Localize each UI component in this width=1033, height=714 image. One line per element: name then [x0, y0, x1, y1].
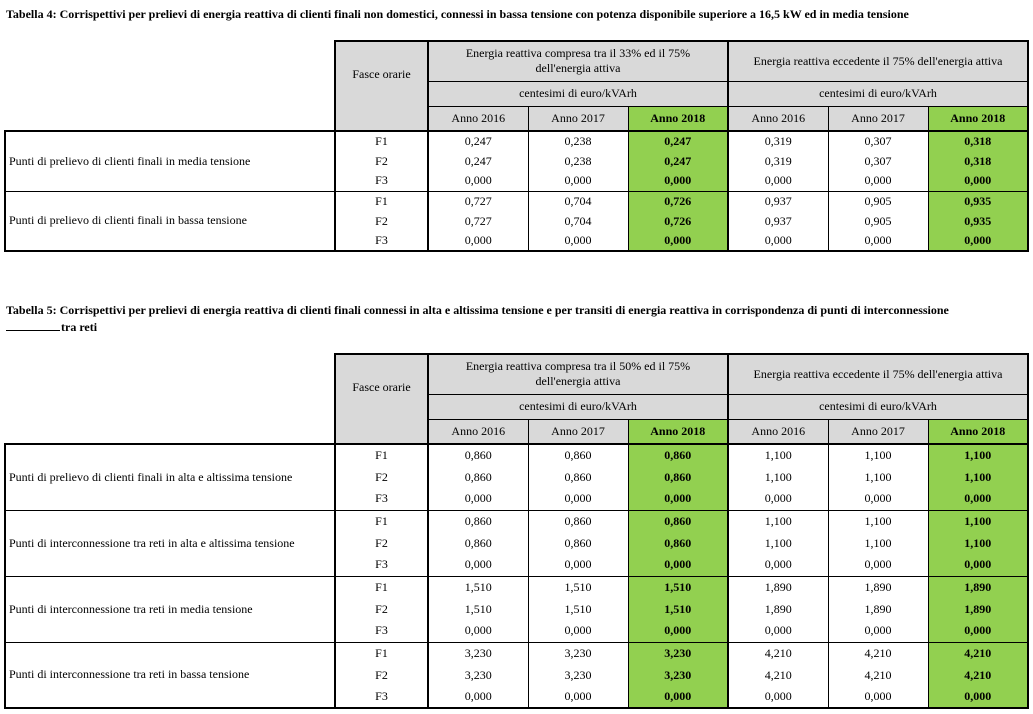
value-cell: 0,000	[828, 231, 928, 251]
value-cell: 0,935	[928, 191, 1028, 211]
value-cell: 0,726	[628, 211, 728, 231]
value-cell: 0,860	[428, 510, 528, 532]
year-header-anno-2016: Anno 2016	[428, 106, 528, 131]
value-cell: 0,726	[628, 191, 728, 211]
value-cell: 0,000	[828, 488, 928, 510]
fascia-cell: F2	[335, 664, 428, 686]
value-cell: 0,860	[528, 466, 628, 488]
value-cell: 1,510	[528, 598, 628, 620]
value-cell: 1,100	[928, 444, 1028, 466]
value-cell: 1,100	[728, 444, 828, 466]
value-cell: 0,000	[828, 171, 928, 191]
value-cell: 3,230	[528, 664, 628, 686]
value-cell: 0,860	[528, 532, 628, 554]
fascia-cell: F3	[335, 231, 428, 251]
value-cell: 0,860	[428, 466, 528, 488]
value-cell: 0,000	[928, 171, 1028, 191]
value-cell: 0,000	[428, 554, 528, 576]
value-cell: 1,510	[428, 576, 528, 598]
value-cell: 0,247	[628, 151, 728, 171]
value-cell: 0,905	[828, 211, 928, 231]
value-cell: 1,100	[728, 510, 828, 532]
fascia-cell: F3	[335, 488, 428, 510]
year-header-anno-2018: Anno 2018	[928, 419, 1028, 444]
section-label: Punti di prelievo di clienti finali in media tensione	[5, 131, 335, 191]
value-cell: 0,319	[728, 131, 828, 151]
value-cell: 0,000	[928, 686, 1028, 708]
value-cell: 0,000	[428, 686, 528, 708]
group-header-line1: Energia reattiva eccedente il 75% dell'energia attiva	[753, 53, 1003, 68]
fasce-header-blank	[335, 106, 428, 131]
value-cell: 0,860	[628, 466, 728, 488]
value-cell: 1,100	[928, 510, 1028, 532]
value-cell: 0,704	[528, 191, 628, 211]
fasce-header-blank	[335, 419, 428, 444]
value-cell: 0,860	[428, 532, 528, 554]
value-cell: 1,510	[428, 598, 528, 620]
fasce-orarie-header: Fasce orarie	[335, 41, 428, 106]
year-header-anno-2018: Anno 2018	[628, 419, 728, 444]
group-header-line2: dell'energia attiva	[535, 374, 621, 389]
value-cell: 0,000	[428, 620, 528, 642]
value-cell: 0,937	[728, 211, 828, 231]
unit-header-2: centesimi di euro/kVArh	[728, 394, 1028, 419]
fascia-cell: F2	[335, 211, 428, 231]
value-cell: 0,247	[428, 131, 528, 151]
group-header-2	[728, 354, 1028, 394]
value-cell: 4,210	[928, 664, 1028, 686]
value-cell: 0,860	[628, 444, 728, 466]
value-cell: 0,000	[628, 171, 728, 191]
value-cell: 1,890	[728, 598, 828, 620]
year-header-anno-2016: Anno 2016	[728, 106, 828, 131]
year-header-anno-2016: Anno 2016	[428, 419, 528, 444]
value-cell: 4,210	[728, 642, 828, 664]
value-cell: 0,905	[828, 191, 928, 211]
section-label: Punti di interconnessione tra reti in alta e altissima tensione	[5, 510, 335, 576]
group-header-line1: Energia reattiva compresa tra il 50% ed il 75%	[465, 359, 691, 374]
value-cell: 0,000	[728, 686, 828, 708]
value-cell: 0,238	[528, 151, 628, 171]
value-cell: 1,100	[828, 444, 928, 466]
table5-title	[6, 302, 949, 336]
header-spacer	[5, 41, 335, 81]
unit-header-1: centesimi di euro/kVArh	[428, 81, 728, 106]
header-spacer	[5, 354, 335, 394]
group-header-line1: Energia reattiva eccedente il 75% dell'energia attiva	[753, 366, 1003, 381]
value-cell: 0,727	[428, 211, 528, 231]
value-cell: 0,000	[428, 171, 528, 191]
fascia-cell: F1	[335, 191, 428, 211]
value-cell: 3,230	[428, 664, 528, 686]
fascia-cell: F1	[335, 576, 428, 598]
value-cell: 1,100	[928, 466, 1028, 488]
value-cell: 1,510	[528, 576, 628, 598]
section-label: Punti di interconnessione tra reti in bassa tensione	[5, 642, 335, 708]
value-cell: 0,000	[528, 231, 628, 251]
value-cell: 0,727	[428, 191, 528, 211]
value-cell: 3,230	[428, 642, 528, 664]
value-cell: 0,000	[828, 686, 928, 708]
group-header-1	[428, 354, 728, 394]
table-row	[5, 576, 1028, 598]
value-cell: 0,935	[928, 211, 1028, 231]
table-row	[5, 131, 1028, 151]
value-cell: 1,510	[628, 576, 728, 598]
value-cell: 1,100	[728, 532, 828, 554]
year-header-anno-2017: Anno 2017	[828, 419, 928, 444]
value-cell: 1,100	[828, 510, 928, 532]
fascia-cell: F1	[335, 510, 428, 532]
value-cell: 0,000	[928, 231, 1028, 251]
value-cell: 0,860	[628, 510, 728, 532]
value-cell: 0,307	[828, 151, 928, 171]
value-cell: 0,000	[928, 488, 1028, 510]
table-row	[5, 444, 1028, 466]
section-label: Punti di prelievo di clienti finali in bassa tensione	[5, 191, 335, 251]
value-cell: 0,000	[628, 554, 728, 576]
value-cell: 0,000	[828, 620, 928, 642]
value-cell: 1,890	[928, 598, 1028, 620]
value-cell: 1,100	[728, 466, 828, 488]
value-cell: 0,247	[628, 131, 728, 151]
group-header-1	[428, 41, 728, 81]
value-cell: 0,860	[528, 444, 628, 466]
value-cell: 0,704	[528, 211, 628, 231]
year-header-anno-2018: Anno 2018	[628, 106, 728, 131]
value-cell: 0,000	[428, 488, 528, 510]
table4-title: Tabella 4: Corrispettivi per prelievi di energia reattiva di clienti finali non domestici, connessi in bassa tensione con potenza disponibile superiore a 16,5 kW ed in media tensione	[6, 7, 909, 21]
fascia-cell: F1	[335, 444, 428, 466]
value-cell: 4,210	[928, 642, 1028, 664]
fascia-cell: F3	[335, 554, 428, 576]
year-header-anno-2016: Anno 2016	[728, 419, 828, 444]
table-row	[5, 642, 1028, 664]
group-header-2	[728, 41, 1028, 81]
value-cell: 0,000	[428, 231, 528, 251]
table-row	[5, 510, 1028, 532]
value-cell: 1,100	[928, 532, 1028, 554]
value-cell: 0,318	[928, 151, 1028, 171]
value-cell: 0,000	[528, 686, 628, 708]
value-cell: 0,238	[528, 131, 628, 151]
value-cell: 0,000	[928, 554, 1028, 576]
fascia-cell: F2	[335, 598, 428, 620]
value-cell: 1,100	[828, 466, 928, 488]
value-cell: 0,860	[428, 444, 528, 466]
value-cell: 0,000	[528, 620, 628, 642]
value-cell: 1,510	[628, 598, 728, 620]
section-label: Punti di interconnessione tra reti in media tensione	[5, 576, 335, 642]
value-cell: 0,000	[628, 686, 728, 708]
value-cell: 0,860	[628, 532, 728, 554]
value-cell: 3,230	[628, 642, 728, 664]
value-cell: 0,000	[728, 620, 828, 642]
value-cell: 4,210	[828, 642, 928, 664]
fascia-cell: F1	[335, 642, 428, 664]
value-cell: 0,000	[828, 554, 928, 576]
value-cell: 1,890	[828, 576, 928, 598]
header-spacer	[5, 81, 335, 106]
value-cell: 3,230	[528, 642, 628, 664]
value-cell: 1,890	[828, 598, 928, 620]
value-cell: 1,890	[928, 576, 1028, 598]
header-spacer	[5, 106, 335, 131]
group-header-line2: dell'energia attiva	[535, 61, 621, 76]
table5-title-line2: tra reti	[61, 320, 98, 334]
title-underline-placeholder	[6, 319, 60, 331]
year-header-anno-2017: Anno 2017	[528, 419, 628, 444]
group-header-line1: Energia reattiva compresa tra il 33% ed il 75%	[465, 46, 691, 61]
value-cell: 0,318	[928, 131, 1028, 151]
table5	[4, 353, 1029, 709]
value-cell: 0,000	[728, 231, 828, 251]
header-spacer	[5, 394, 335, 419]
value-cell: 0,000	[628, 620, 728, 642]
year-header-anno-2017: Anno 2017	[828, 106, 928, 131]
fascia-cell: F3	[335, 171, 428, 191]
value-cell: 0,937	[728, 191, 828, 211]
value-cell: 0,000	[728, 171, 828, 191]
table5-title-line1: Tabella 5: Corrispettivi per prelievi di energia reattiva di clienti finali connessi in alta e altissima tensione e per transiti di energia reattiva in corrispondenza di punti di interconnessione	[6, 303, 949, 317]
value-cell: 0,860	[528, 510, 628, 532]
table4	[4, 40, 1029, 252]
value-cell: 0,319	[728, 151, 828, 171]
value-cell: 0,307	[828, 131, 928, 151]
value-cell: 0,000	[928, 620, 1028, 642]
value-cell: 0,000	[528, 554, 628, 576]
fascia-cell: F3	[335, 686, 428, 708]
value-cell: 3,230	[628, 664, 728, 686]
value-cell: 0,000	[628, 488, 728, 510]
fascia-cell: F2	[335, 466, 428, 488]
value-cell: 1,890	[728, 576, 828, 598]
header-spacer	[5, 419, 335, 444]
value-cell: 0,000	[528, 171, 628, 191]
value-cell: 0,247	[428, 151, 528, 171]
value-cell: 4,210	[728, 664, 828, 686]
fascia-cell: F1	[335, 131, 428, 151]
fasce-orarie-header: Fasce orarie	[335, 354, 428, 419]
table-row	[5, 191, 1028, 211]
fascia-cell: F2	[335, 532, 428, 554]
value-cell: 1,100	[828, 532, 928, 554]
year-header-anno-2018: Anno 2018	[928, 106, 1028, 131]
section-label: Punti di prelievo di clienti finali in alta e altissima tensione	[5, 444, 335, 510]
unit-header-1: centesimi di euro/kVArh	[428, 394, 728, 419]
value-cell: 0,000	[528, 488, 628, 510]
value-cell: 0,000	[628, 231, 728, 251]
fascia-cell: F3	[335, 620, 428, 642]
value-cell: 4,210	[828, 664, 928, 686]
value-cell: 0,000	[728, 554, 828, 576]
year-header-anno-2017: Anno 2017	[528, 106, 628, 131]
value-cell: 0,000	[728, 488, 828, 510]
unit-header-2: centesimi di euro/kVArh	[728, 81, 1028, 106]
fascia-cell: F2	[335, 151, 428, 171]
